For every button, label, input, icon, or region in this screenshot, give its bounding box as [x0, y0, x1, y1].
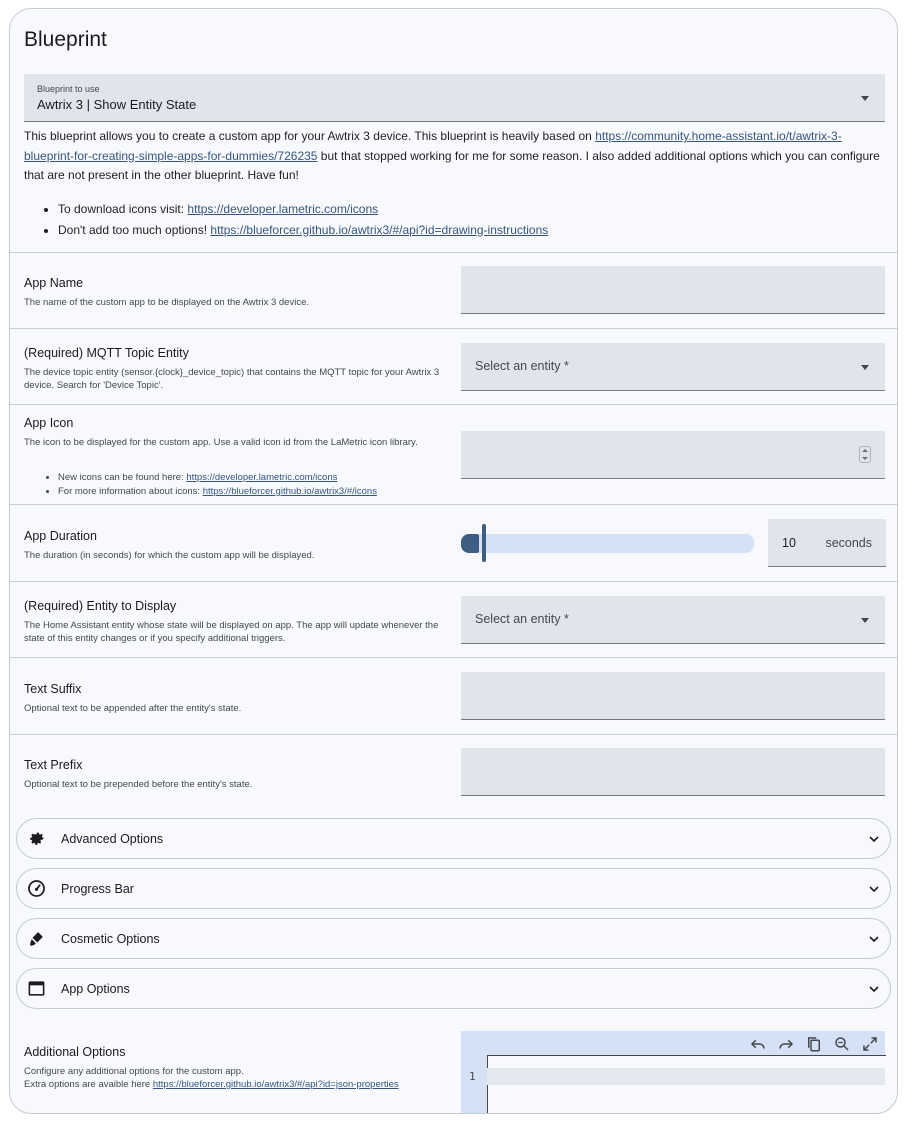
divider [10, 404, 898, 405]
mqtt-topic-title: (Required) MQTT Topic Entity [24, 346, 189, 360]
bullet-text: New icons can be found here: [58, 472, 187, 483]
bullet-text: Don't add too much options! [58, 222, 211, 237]
description-text: This blueprint allows you to create a custom app for your Awtrix 3 device. This blueprint is heavily based on [24, 129, 596, 143]
additional-options-code-editor[interactable] [461, 1031, 885, 1114]
duration-value: 10 [782, 536, 796, 550]
application-window-icon [27, 979, 46, 998]
cosmetic-options-expander[interactable] [16, 918, 891, 959]
divider [10, 328, 898, 329]
app-name-title: App Name [24, 276, 84, 290]
description-bullets [44, 199, 548, 240]
app-name-description: The name of the custom app to be displayed on the Awtrix 3 device. [24, 297, 309, 308]
code-editor-toolbar [749, 1035, 879, 1053]
brush-icon [27, 929, 46, 948]
duration-slider-track[interactable] [461, 534, 754, 553]
divider [10, 734, 898, 735]
mqtt-topic-placeholder: Select an entity * [475, 359, 569, 373]
entity-display-picker[interactable] [461, 596, 885, 644]
mqtt-topic-entity-picker[interactable] [461, 343, 885, 391]
blueprint-description [24, 127, 884, 186]
icons-info-link[interactable]: https://blueforcer.github.io/awtrix3/#/icons [202, 486, 377, 497]
description-community-link[interactable]: https://community.home-assistant.io/t/awtrix-3-blueprint-for-creating-simple-apps-for-dummies/726235 [24, 129, 842, 163]
duration-number-input[interactable] [768, 519, 886, 567]
duration-unit: seconds [825, 536, 872, 550]
drawing-instructions-link[interactable]: https://blueforcer.github.io/awtrix3/#/api?id=drawing-instructions [210, 222, 549, 237]
entity-display-description: The Home Assistant entity whose state will be displayed on app. The app will update whenever the state of this entity changes or if you specify additional triggers. [24, 620, 439, 644]
blueprint-select-label: Blueprint to use [37, 84, 100, 94]
app-options-label: App Options [61, 982, 130, 996]
divider [10, 581, 898, 582]
progress-bar-expander[interactable] [16, 868, 891, 909]
search-replace-icon[interactable] [833, 1035, 851, 1053]
mqtt-topic-description: The device topic entity (sensor.{clock}_device_topic) that contains the MQTT topic for your Awtrix 3 device. Search for 'Device Topic'. [24, 367, 440, 391]
app-name-input[interactable] [461, 266, 885, 314]
dropdown-caret-icon [861, 96, 869, 101]
app-icon-title: App Icon [24, 416, 74, 430]
app-icon-bullets [44, 471, 377, 499]
text-prefix-title: Text Prefix [24, 758, 83, 772]
text-prefix-input[interactable] [461, 748, 885, 796]
bullet-text: For more information about icons: [58, 486, 203, 497]
app-icon-description: The icon to be displayed for the custom app. Use a valid icon id from the LaMetric icon library. [24, 437, 418, 448]
json-properties-link[interactable]: https://blueforcer.github.io/awtrix3/#/api?id=json-properties [152, 1079, 399, 1090]
cosmetic-options-label: Cosmetic Options [61, 932, 160, 946]
bullet-text: To download icons visit: [58, 202, 188, 216]
app-icon-input[interactable] [461, 431, 885, 479]
list-item [58, 220, 548, 241]
card-title: Blueprint [24, 28, 107, 51]
list-item [58, 471, 377, 485]
advanced-options-expander[interactable] [16, 818, 891, 859]
new-icons-link[interactable]: https://developer.lametric.com/icons [186, 472, 338, 483]
speedometer-icon [27, 879, 46, 898]
gear-icon [27, 829, 46, 848]
blueprint-select[interactable] [24, 74, 885, 122]
entity-display-title: (Required) Entity to Display [24, 599, 177, 613]
description-text-after: but that stopped working for me for some reason. I also added additional options which you can configure that are not present in the other blueprint. Have fun! [24, 148, 880, 182]
text-suffix-input[interactable] [461, 672, 885, 720]
app-options-expander[interactable] [16, 968, 891, 1009]
blueprint-card [9, 8, 898, 1114]
chevron-down-icon [866, 881, 882, 897]
divider [10, 657, 898, 658]
chevron-down-icon [866, 831, 882, 847]
list-item [58, 199, 548, 220]
divider [10, 252, 898, 253]
fullscreen-icon[interactable] [861, 1035, 879, 1053]
list-item [58, 485, 377, 499]
line-number: 1 [469, 1070, 476, 1083]
app-duration-title: App Duration [24, 529, 97, 543]
duration-slider-fill [461, 534, 479, 553]
text-suffix-title: Text Suffix [24, 682, 82, 696]
progress-bar-label: Progress Bar [61, 882, 134, 896]
entity-display-placeholder: Select an entity * [475, 612, 569, 626]
dropdown-caret-icon [861, 365, 869, 370]
chevron-down-icon [866, 981, 882, 997]
duration-slider-handle[interactable] [482, 524, 486, 562]
additional-options-desc-text: Extra options are avaible here [24, 1079, 153, 1090]
copy-icon[interactable] [805, 1035, 823, 1053]
lametric-icons-link[interactable]: https://developer.lametric.com/icons [187, 202, 379, 216]
advanced-options-label: Advanced Options [61, 832, 164, 846]
redo-icon[interactable] [777, 1035, 795, 1053]
text-prefix-description: Optional text to be prepended before the entity's state. [24, 779, 253, 790]
additional-options-title: Additional Options [24, 1045, 126, 1059]
additional-options-desc-line2 [24, 1078, 449, 1091]
blueprint-select-value: Awtrix 3 | Show Entity State [37, 97, 197, 112]
active-code-line [487, 1068, 885, 1085]
additional-options-description [24, 1065, 449, 1091]
spinner-icon[interactable] [859, 446, 871, 463]
app-duration-description: The duration (in seconds) for which the custom app will be displayed. [24, 550, 315, 561]
additional-options-desc-line1: Configure any additional options for the custom app. [24, 1066, 244, 1077]
text-suffix-description: Optional text to be appended after the entity's state. [24, 703, 242, 714]
divider [10, 504, 898, 505]
chevron-down-icon [866, 931, 882, 947]
dropdown-caret-icon [861, 618, 869, 623]
undo-icon[interactable] [749, 1035, 767, 1053]
